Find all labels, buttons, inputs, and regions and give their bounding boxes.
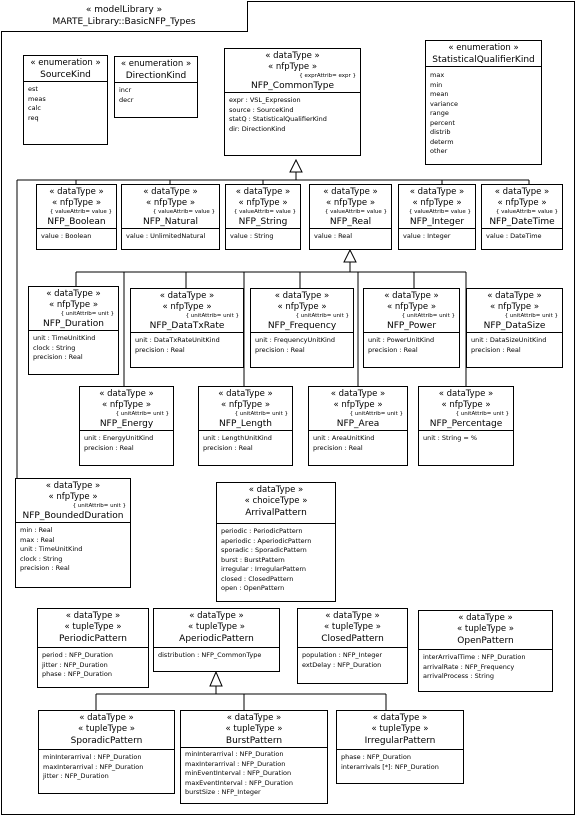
attribute: value : Boolean [41, 232, 92, 240]
attribute: range [430, 109, 449, 117]
class-StatisticalQualifierKind [425, 40, 542, 165]
stereotype: « nfpType » [48, 300, 99, 310]
stereotype: « nfpType » [267, 62, 318, 72]
stereotype: « dataType » [325, 611, 380, 621]
class-OpenPattern [418, 610, 553, 692]
attribute: periodic : PeriodicPattern [221, 527, 303, 535]
attribute: precision : Real [33, 353, 83, 361]
stereotype: « nfpType » [412, 198, 462, 208]
stereotype: « nfpType » [333, 400, 383, 410]
class-NFP_Boolean [36, 184, 117, 250]
tagged-value: { unitAttrib= unit } [72, 503, 126, 509]
class-name: AperiodicPattern [179, 634, 254, 644]
class-name: NFP_Length [219, 419, 272, 429]
generalization-arrowhead [290, 160, 302, 172]
attribute: expr : VSL_Expression [229, 96, 301, 104]
attribute: max : Real [20, 535, 55, 544]
attribute: maxInterarrival : NFP_Duration [185, 759, 286, 768]
attribute: minEventInterval : NFP_Duration [185, 769, 292, 777]
attribute: phase : NFP_Duration [341, 753, 411, 761]
tagged-value: { unitAttrib= unit } [401, 313, 455, 319]
class-NFP_BoundedDuration [15, 478, 131, 588]
stereotype: « nfpType » [386, 302, 437, 312]
class-name: NFP_DataSize [483, 321, 546, 331]
attribute: closed : ClosedPattern [221, 574, 294, 583]
stereotype: « nfpType » [48, 492, 98, 502]
class-name: NFP_CommonType [250, 81, 335, 91]
stereotype: « dataType » [45, 481, 101, 491]
class-name: IrregularPattern [364, 736, 436, 746]
stereotype: « nfpType » [441, 400, 491, 410]
tagged-value: { unitAttrib= unit } [295, 313, 349, 319]
class-NFP_String [225, 184, 301, 250]
attribute: determ [430, 137, 454, 146]
stereotype: « dataType » [494, 187, 550, 197]
attribute: burstSize : NFP_Integer [185, 788, 261, 796]
class-NFP_Length [198, 386, 293, 466]
attribute: minInterarrival : NFP_Duration [43, 753, 142, 761]
attribute: distribution : NFP_CommonType [158, 651, 262, 659]
class-ArrivalPattern [216, 482, 336, 602]
stereotype: « dataType » [49, 187, 104, 197]
class-name: NFP_Duration [43, 319, 104, 329]
stereotype: « dataType » [218, 389, 273, 399]
class-NFP_Natural [121, 184, 220, 250]
attribute: jitter : NFP_Duration [42, 660, 108, 669]
class-name: NFP_Area [336, 419, 380, 429]
tagged-value: { unitAttrib= unit } [115, 411, 169, 417]
stereotype: « tupleType » [323, 622, 382, 632]
class-name: NFP_Frequency [267, 321, 337, 331]
class-name: NFP_Natural [142, 217, 199, 227]
stereotype: « dataType » [274, 291, 330, 301]
stereotype: « choiceType » [244, 496, 308, 506]
class-NFP_Percentage [418, 386, 514, 466]
tagged-value: { unitAttrib= unit } [504, 313, 558, 319]
stereotype: « tupleType » [225, 724, 283, 734]
class-NFP_CommonType [224, 48, 361, 156]
attribute: precision : Real [203, 443, 253, 452]
attribute: value : String [230, 232, 274, 240]
library-name: MARTE_Library::BasicNFP_Types [52, 17, 196, 27]
generalization-arrowhead [344, 250, 356, 262]
attribute: arrivalProcess : String [423, 672, 495, 680]
stereotype: « nfpType » [51, 198, 102, 208]
class-IrregularPattern [336, 710, 464, 784]
attribute: extDelay : NFP_Duration [302, 660, 382, 669]
tagged-value: { valueAttrib= value } [324, 209, 387, 215]
stereotype: « nfpType » [277, 302, 327, 312]
tagged-value: { valueAttrib= value } [408, 209, 471, 215]
attribute: precision : Real [135, 345, 185, 354]
attribute: value : DateTime [486, 232, 542, 240]
attribute: open : OpenPattern [221, 584, 285, 592]
class-BurstPattern [180, 710, 328, 804]
class-AperiodicPattern [153, 608, 280, 672]
stereotype: « nfpType » [220, 400, 271, 410]
attribute: unit : LengthUnitKind [203, 434, 272, 442]
stereotype: « tupleType » [64, 622, 122, 632]
attribute: minInterarrival : NFP_Duration [185, 750, 284, 758]
stereotype: « dataType » [323, 187, 378, 197]
attribute: req [28, 113, 39, 122]
attribute: max [430, 71, 445, 79]
class-name: ClosedPattern [321, 634, 384, 644]
stereotype: « nfpType » [497, 198, 547, 208]
attribute: unit : FrequencyUnitKind [255, 336, 336, 344]
attribute: mean [430, 90, 449, 98]
class-name: PeriodicPattern [59, 634, 127, 644]
stereotype: « dataType » [189, 611, 244, 621]
attribute: decr [119, 95, 134, 104]
class-NFP_Duration [28, 286, 119, 375]
attribute: statQ : StatisticalQualifierKind [229, 115, 327, 123]
attribute: clock : String [20, 554, 63, 563]
attribute: precision : Real [471, 345, 521, 354]
stereotype: « enumeration » [448, 43, 519, 53]
class-NFP_DateTime [481, 184, 563, 250]
attribute: value : Integer [403, 232, 451, 240]
class-NFP_Area [308, 386, 408, 466]
attribute: distrib [430, 128, 451, 136]
attribute: maxEventInterval : NFP_Duration [185, 778, 293, 787]
stereotype: « dataType » [330, 389, 386, 399]
tagged-value: { unitAttrib= unit } [185, 313, 239, 319]
attribute: phase : NFP_Duration [42, 670, 112, 678]
attribute: aperiodic : AperiodicPattern [221, 536, 312, 545]
tagged-value: { valueAttrib= value } [233, 209, 296, 215]
attribute: unit : TimeUnitKind [20, 545, 83, 553]
class-PeriodicPattern [37, 608, 149, 688]
attribute: variance [430, 99, 458, 108]
attribute: precision : Real [313, 443, 363, 452]
attribute: value : UnlimitedNatural [126, 232, 206, 240]
attribute: calc [28, 104, 41, 112]
class-name: StatisticalQualifierKind [432, 55, 535, 65]
class-NFP_Integer [398, 184, 476, 250]
stereotype: « dataType » [384, 291, 439, 301]
tagged-value: { valueAttrib= value } [49, 209, 112, 215]
stereotype: « dataType » [487, 291, 542, 301]
attribute: min : Real [20, 526, 53, 534]
class-name: SporadicPattern [70, 736, 143, 746]
generalization-arrowhead [210, 672, 222, 686]
attribute: population : NFP_Integer [302, 651, 383, 659]
attribute: meas [28, 94, 46, 103]
class-DirectionKind [114, 56, 198, 118]
attribute: unit : String = % [423, 434, 478, 442]
attribute: clock : String [33, 343, 76, 352]
stereotype: « enumeration » [120, 59, 192, 69]
class-NFP_Energy [79, 386, 174, 466]
attribute: interarrivals [*]: NFP_Duration [341, 762, 439, 771]
class-name: NFP_DateTime [489, 217, 555, 227]
class-name: SourceKind [40, 70, 91, 80]
class-name: NFP_String [238, 217, 288, 227]
class-name: NFP_Percentage [429, 419, 503, 429]
stereotype: « enumeration » [30, 58, 101, 68]
class-NFP_Power [363, 288, 460, 368]
tagged-value: { exprAttrib= expr } [299, 73, 356, 79]
class-ClosedPattern [297, 608, 408, 684]
attribute: source : SourceKind [229, 105, 294, 114]
stereotype: « dataType » [65, 611, 121, 621]
tagged-value: { unitAttrib= unit } [349, 411, 403, 417]
class-NFP_DataSize [466, 288, 563, 368]
class-name: BurstPattern [225, 736, 283, 746]
library-stereotype: « modelLibrary » [85, 5, 163, 15]
tagged-value: { unitAttrib= unit } [234, 411, 288, 417]
class-name: NFP_BoundedDuration [22, 511, 124, 521]
attribute: burst : BurstPattern [221, 555, 285, 564]
attribute: period : NFP_Duration [42, 651, 114, 659]
stereotype: « dataType » [372, 713, 428, 723]
class-name: NFP_Real [329, 217, 372, 227]
stereotype: « tupleType » [371, 724, 429, 734]
attribute: value : Real [314, 232, 353, 240]
stereotype: « dataType » [99, 389, 154, 399]
class-name: OpenPattern [457, 636, 514, 646]
attribute: unit : EnergyUnitKind [84, 434, 154, 442]
class-name: DirectionKind [125, 71, 187, 81]
stereotype: « nfpType » [238, 198, 288, 208]
class-NFP_Frequency [250, 288, 354, 368]
stereotype: « tupleType » [456, 624, 515, 634]
attribute: arrivalRate : NFP_Frequency [423, 662, 515, 671]
class-name: NFP_Integer [409, 217, 465, 227]
attribute: incr [119, 86, 132, 94]
attribute: sporadic : SporadicPattern [221, 546, 307, 554]
stereotype: « dataType » [458, 613, 513, 623]
attribute: interArrivalTime : NFP_Duration [423, 653, 526, 661]
attribute: percent [430, 118, 455, 127]
stereotype: « nfpType » [101, 400, 152, 410]
stereotype: « nfpType » [489, 302, 540, 312]
class-NFP_DataTxRate [130, 288, 244, 368]
class-name: NFP_DataTxRate [149, 321, 225, 331]
attribute: precision : Real [368, 345, 418, 354]
stereotype: « dataType » [265, 51, 320, 61]
stereotype: « dataType » [159, 291, 215, 301]
attribute: jitter : NFP_Duration [43, 772, 109, 780]
stereotype: « tupleType » [77, 724, 136, 734]
attribute: dir: DirectionKind [229, 124, 286, 133]
stereotype: « nfpType » [162, 302, 212, 312]
attribute: irregular : IrregularPattern [221, 565, 307, 573]
stereotype: « nfpType » [145, 198, 196, 208]
stereotype: « dataType » [226, 713, 282, 723]
stereotype: « dataType » [79, 713, 134, 723]
class-name: NFP_Boolean [47, 217, 106, 227]
attribute: precision : Real [84, 443, 134, 452]
class-SporadicPattern [38, 710, 175, 794]
class-NFP_Real [309, 184, 392, 250]
attribute: precision : Real [255, 345, 305, 354]
attribute: unit : DataSizeUnitKind [471, 336, 547, 344]
attribute: unit : TimeUnitKind [33, 334, 96, 342]
attribute: maxInterarrival : NFP_Duration [43, 762, 144, 771]
stereotype: « dataType » [143, 187, 198, 197]
class-SourceKind [23, 55, 108, 145]
attribute: precision : Real [20, 564, 70, 572]
tagged-value: { valueAttrib= value } [152, 209, 215, 215]
attribute: other [430, 147, 448, 155]
stereotype: « nfpType » [325, 198, 376, 208]
tagged-value: { unitAttrib= unit } [60, 311, 114, 317]
tagged-value: { valueAttrib= value } [495, 209, 558, 215]
class-name: NFP_Energy [99, 419, 154, 429]
stereotype: « dataType » [248, 485, 304, 495]
attribute: unit : PowerUnitKind [368, 336, 435, 344]
attribute: unit : DataTxRateUnitKind [135, 336, 220, 344]
stereotype: « dataType » [235, 187, 291, 197]
tagged-value: { unitAttrib= unit } [455, 411, 509, 417]
stereotype: « dataType » [46, 289, 101, 299]
stereotype: « tupleType » [187, 622, 246, 632]
class-name: ArrivalPattern [245, 508, 307, 518]
stereotype: « dataType » [438, 389, 494, 399]
attribute: est [28, 85, 38, 93]
class-name: NFP_Power [386, 321, 437, 331]
attribute: min [430, 80, 443, 89]
attribute: unit : AreaUnitKind [313, 434, 375, 442]
stereotype: « dataType » [409, 187, 465, 197]
